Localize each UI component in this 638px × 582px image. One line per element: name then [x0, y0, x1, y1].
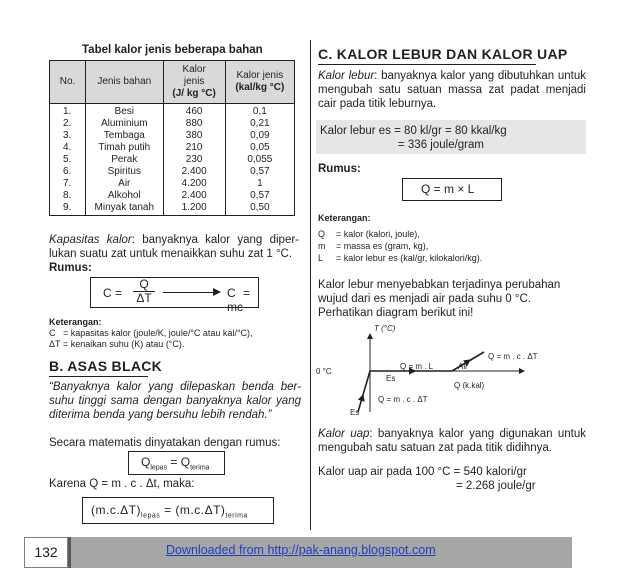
keterangan-row [49, 328, 253, 339]
kalor-uap-line2: = 2.268 joule/gr [456, 480, 536, 492]
arrow-right-icon [213, 288, 221, 296]
asas-black-formula-box [128, 451, 225, 475]
heating-ice-segment [358, 371, 370, 412]
table-cell-no: 9. [50, 202, 86, 216]
table-row [50, 142, 295, 154]
section-underline [318, 64, 536, 65]
keterangan-row [318, 253, 482, 264]
table-cell-bahan: Besi [86, 104, 164, 119]
kalor-lebur-es-line2: = 336 joule/gram [398, 139, 484, 151]
table-row [50, 130, 295, 142]
table-row [50, 154, 295, 166]
keterangan-text: = massa es (gram, kg), [336, 241, 429, 251]
formula-rhs: C = mc [227, 286, 251, 314]
page-number-divider [68, 537, 71, 568]
table-title: Tabel kalor jenis beberapa bahan [82, 44, 263, 56]
phase-change-diagram [312, 318, 592, 422]
section-heading-kalor-lebur: C. KALOR LEBUR DAN KALOR UAP [318, 46, 568, 62]
table-cell-bahan: Air [86, 178, 164, 190]
diagram-es-mid: Es [386, 374, 396, 383]
formula-fraction [133, 278, 155, 305]
table-cell-jkg: 210 [163, 142, 225, 154]
table-cell-kal: 0,57 [225, 166, 294, 178]
kalor-lebur-term: Kalor lebur [318, 70, 375, 82]
formula-lhs: C = [103, 286, 123, 300]
kalor-lebur-es-line1: Kalor lebur es = 80 kl/gr = 80 kkal/kg [320, 125, 507, 137]
table-cell-bahan: Alkohol [86, 190, 164, 202]
mc-sub-left: lepas [141, 512, 161, 520]
kalor-lebur-definition [318, 69, 586, 111]
header-bahan: Jenis bahan [86, 61, 164, 104]
table-cell-kal: 1 [225, 178, 294, 190]
header-kalor-jenis-jkg [163, 61, 225, 104]
table-cell-bahan: Minyak tanah [86, 202, 164, 216]
page-number: 132 [24, 537, 68, 568]
subscript-terima: terima [190, 464, 210, 472]
keterangan-symbol: m [318, 241, 326, 251]
diagram-q-mcdt-upper: Q = m . c . ΔT [488, 352, 538, 361]
kapasitas-term: Kapasitas kalor [49, 234, 132, 246]
kalor-lebur-paragraph: Kalor lebur menyebabkan terjadinya perubahan wujud dari es menjadi air pada suhu 0 °C. Perhatikan diagram berikut ini! [318, 279, 561, 319]
table-row [50, 178, 295, 190]
header-no: No. [50, 61, 86, 104]
header-jkg-line2: jenis [183, 76, 205, 87]
keterangan-symbol: ΔT [49, 339, 61, 349]
kalor-lebur-rumus-label: Rumus: [318, 163, 361, 175]
section-underline [49, 376, 148, 377]
asas-black-formula [141, 455, 210, 471]
table-cell-jkg: 2.400 [163, 190, 225, 202]
diagram-t-axis-label: T (°C) [374, 324, 396, 333]
table-cell-kal: 0,055 [225, 154, 294, 166]
table-cell-jkg: 1.200 [163, 202, 225, 216]
kalor-lebur-es-value [320, 124, 507, 152]
header-kalor-jenis-kal [225, 61, 294, 104]
arrow-line [163, 292, 215, 293]
table-cell-no: 6. [50, 166, 86, 178]
formula-eq-q: = Q [167, 455, 191, 469]
diagram-q-axis-label: Q (k.kal) [454, 381, 485, 390]
mc-sub-right: terima [225, 512, 248, 520]
formula-q: Q [141, 455, 151, 469]
download-link[interactable]: Downloaded from http://pak-anang.blogspot.com [166, 543, 436, 557]
fraction-numerator: Q [133, 278, 155, 292]
subscript-lepas: lepas [150, 464, 168, 472]
kalor-lebur-definition-text: : banyaknya kalor yang dibutuhkan untuk mengubah satu satuan massa zat padat menjadi cair pada titik leburnya. [318, 70, 586, 110]
keterangan-text: = kalor lebur es (kal/gr, kilokalori/kg). [336, 253, 483, 263]
table-row [50, 166, 295, 178]
column-divider [310, 40, 311, 530]
section-heading-asas-black: B. ASAS BLACK [49, 358, 163, 374]
table-cell-kal: 0,50 [225, 202, 294, 216]
mc-left: (m.c.ΔT) [91, 503, 142, 517]
mc-formula-box [82, 497, 274, 524]
table-cell-jkg: 2.400 [163, 166, 225, 178]
kalor-uap-definition [318, 427, 586, 455]
table-row [50, 202, 295, 216]
diagram-q-mcdt-lower: Q = m . c . ΔT [378, 395, 428, 404]
table-cell-kal: 0,09 [225, 130, 294, 142]
header-kal-line1: Kalor jenis [236, 70, 284, 81]
table-cell-no: 2. [50, 118, 86, 130]
kapasitas-definition-text: : banyaknya kalor yang diper-lukan suatu zat untuk menaikkan suhu zat 1 °C. [49, 234, 299, 260]
keterangan-symbol: C [49, 328, 56, 338]
header-kal-line2: (kal/kg °C) [235, 82, 285, 93]
table-cell-jkg: 380 [163, 130, 225, 142]
table-cell-bahan: Perak [86, 154, 164, 166]
table-cell-jkg: 4.200 [163, 178, 225, 190]
kalor-uap-line1: Kalor uap air pada 100 °C = 540 kalori/gr [318, 466, 527, 478]
table-cell-bahan: Tembaga [86, 130, 164, 142]
table-row [50, 190, 295, 202]
fraction-denominator: ΔT [136, 291, 152, 305]
header-jkg-line1: Kalor [182, 64, 206, 75]
diagram-q-ml-label: Q = m . L [400, 362, 434, 371]
table-cell-bahan: Aluminium [86, 118, 164, 130]
table-cell-jkg: 230 [163, 154, 225, 166]
keterangan-row [318, 229, 420, 240]
table-cell-bahan: Timah putih [86, 142, 164, 154]
diagram-es-bottom: Es [350, 408, 360, 417]
kalor-lebur-formula: Q = m × L [421, 182, 475, 196]
kapasitas-rumus-label: Rumus: [49, 262, 92, 274]
kalor-lebur-keterangan-title: Keterangan: [318, 213, 371, 223]
table-cell-no: 4. [50, 142, 86, 154]
table-body [50, 104, 295, 216]
diagram-air-label: Air [458, 362, 468, 371]
table-cell-no: 8. [50, 190, 86, 202]
asas-black-math-intro: Secara matematis dinyatakan dengan rumus: [49, 437, 281, 449]
header-jkg-line3: (J/ kg °C) [172, 88, 216, 99]
kalor-uap-definition-text: : banyaknya kalor yang digunakan untuk mengubah satu satuan zat pada titik didihnya. [318, 428, 586, 454]
kapasitas-keterangan-title: Keterangan: [49, 317, 102, 327]
table-row [50, 118, 295, 130]
keterangan-row [49, 339, 184, 350]
table-cell-kal: 0,57 [225, 190, 294, 202]
kapasitas-definition [49, 233, 299, 261]
table-cell-kal: 0,1 [225, 104, 294, 119]
asas-black-quote: “Banyaknya kalor yang dilepaskan benda ber-suhu tinggi sama dengan banyaknya kalor yang diterima benda yang bersuhu lebih rendah.” [49, 381, 301, 421]
table-cell-jkg: 460 [163, 104, 225, 119]
table-cell-bahan: Spiritus [86, 166, 164, 178]
mc-right: = (m.c.ΔT) [160, 503, 226, 517]
table-row [50, 104, 295, 119]
table-cell-jkg: 880 [163, 118, 225, 130]
table-cell-no: 1. [50, 104, 86, 119]
table-cell-no: 3. [50, 130, 86, 142]
keterangan-symbol: L [318, 253, 324, 263]
keterangan-text: = kalor (kalori, joule), [336, 229, 420, 239]
karena-text: Karena Q = m . c . Δt, maka: [49, 478, 195, 490]
kalor-lebur-formula-box [402, 178, 502, 201]
keterangan-text: = kenaikan suhu (K) atau (°C). [63, 339, 185, 349]
kapasitas-formula-box [90, 277, 259, 314]
table-cell-no: 7. [50, 178, 86, 190]
keterangan-row [318, 241, 428, 252]
keterangan-symbol: Q [318, 229, 326, 239]
diagram-zero-label: 0 °C [316, 367, 332, 376]
table-cell-no: 5. [50, 154, 86, 166]
phase-change-diagram-svg [312, 318, 592, 422]
kalor-uap-value [318, 465, 536, 493]
specific-heat-table [49, 60, 295, 216]
table-cell-kal: 0,21 [225, 118, 294, 130]
kalor-uap-term: Kalor uap [318, 428, 370, 440]
mc-formula [91, 503, 248, 519]
keterangan-text: = kapasitas kalor (joule/K, joule/°C atau kal/°C), [63, 328, 253, 338]
table-cell-kal: 0,05 [225, 142, 294, 154]
